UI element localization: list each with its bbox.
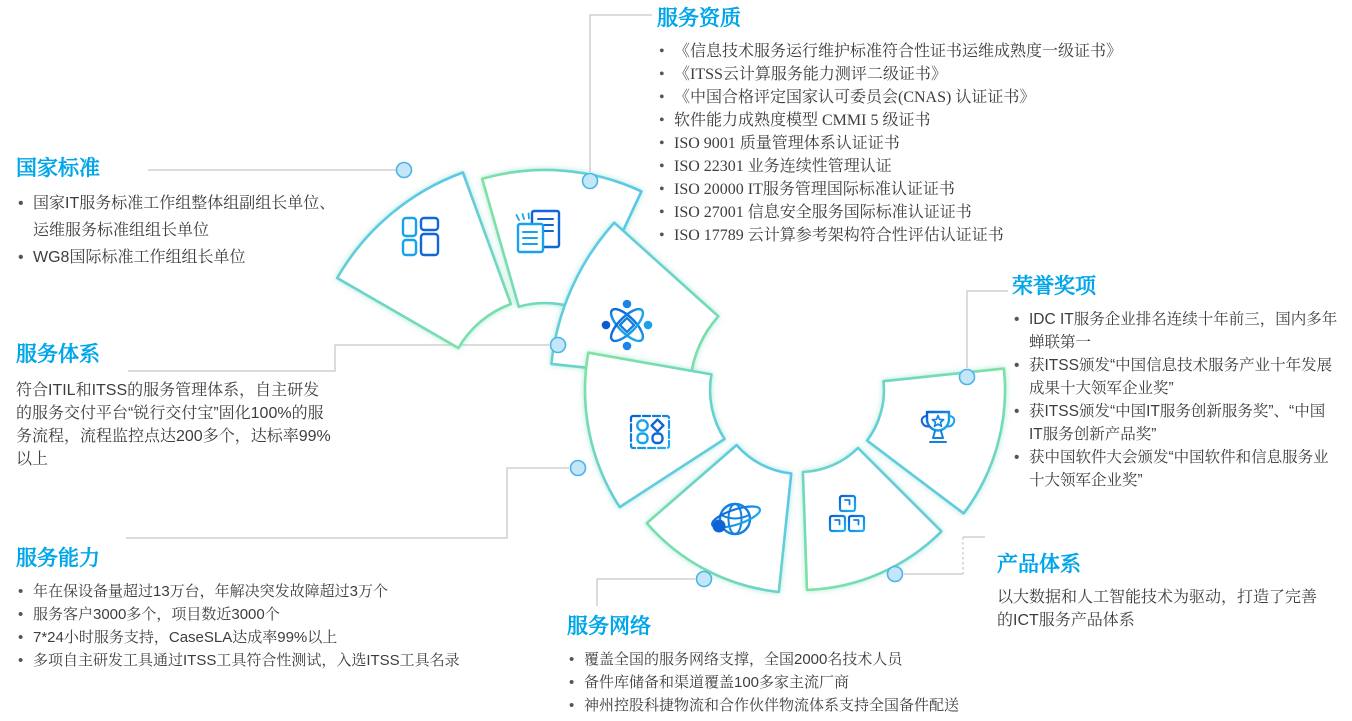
list-item: • 《中国合格评定国家认可委员会(CNAS) 认证证书》 bbox=[657, 86, 1287, 109]
list-item: • WG8国际标准工作组组长单位 bbox=[16, 244, 351, 271]
connector-honors bbox=[967, 291, 1008, 368]
wedge-national bbox=[337, 173, 511, 349]
node-dot-honors bbox=[960, 370, 975, 385]
node-dot-qual bbox=[583, 174, 598, 189]
list-item: • 多项自主研发工具通过ITSS工具符合性测试，入选ITSS工具名录 bbox=[16, 649, 526, 672]
bullet-list bbox=[1012, 308, 1338, 492]
section-title: 服务资质 bbox=[657, 7, 741, 30]
node-dot-national bbox=[397, 163, 412, 178]
connector-capability bbox=[126, 468, 569, 538]
list-item: • 《ITSS云计算服务能力测评二级证书》 bbox=[657, 63, 1287, 86]
section-title: 服务网络 bbox=[567, 615, 651, 638]
section-title: 荣誉奖项 bbox=[1012, 275, 1096, 298]
section-title: 国家标准 bbox=[16, 157, 100, 180]
node-dot-capability bbox=[571, 461, 586, 476]
node-dot-network bbox=[697, 572, 712, 587]
list-item: • 国家IT服务标准工作组整体组副组长单位、运维服务标准组组长单位 bbox=[16, 190, 351, 244]
list-item: • 软件能力成熟度模型 CMMI 5 级证书 bbox=[657, 109, 1287, 132]
list-item: • 获ITSS颁发“中国IT服务创新服务奖”、“中国IT服务创新产品奖” bbox=[1012, 400, 1338, 446]
list-item: • ISO 17789 云计算参考架构符合性评估认证证书 bbox=[657, 224, 1287, 247]
section-title: 服务能力 bbox=[16, 547, 100, 570]
list-item: • 7*24小时服务支持，CaseSLA达成率99%以上 bbox=[16, 626, 526, 649]
section-text: 符合ITIL和ITSS的服务管理体系，自主研发的服务交付平台“锐行交付宝”固化100%的服务流程，流程监控点达200多个，达标率99%以上 bbox=[16, 382, 331, 468]
section-service-capability bbox=[16, 542, 526, 672]
bullet-list bbox=[567, 648, 1112, 717]
section-honors-awards bbox=[1012, 270, 1338, 492]
list-item: • ISO 27001 信息安全服务国际标准认证证书 bbox=[657, 201, 1287, 224]
list-item: • 神州控股科捷物流和合作伙伴物流体系支持全国备件配送 bbox=[567, 694, 1112, 717]
connector-network bbox=[597, 579, 695, 606]
list-item: • ISO 20000 IT服务管理国际标准认证证书 bbox=[657, 178, 1287, 201]
section-service-system bbox=[16, 338, 334, 471]
list-item: • 《信息技术服务运行维护标准符合性证书运维成熟度一级证书》 bbox=[657, 40, 1287, 63]
bullet-list bbox=[657, 40, 1287, 247]
list-item: • ISO 9001 质量管理体系认证证书 bbox=[657, 132, 1287, 155]
section-product-system bbox=[997, 548, 1327, 632]
bullet-list bbox=[16, 190, 351, 271]
connector-qual bbox=[590, 15, 652, 172]
list-item: • 服务客户3000多个，项目数近3000个 bbox=[16, 603, 526, 626]
section-text: 以大数据和人工智能技术为驱动，打造了完善的ICT服务产品体系 bbox=[997, 589, 1318, 629]
list-item: • 备件库储备和渠道覆盖100多家主流厂商 bbox=[567, 671, 1112, 694]
section-service-qualifications bbox=[657, 2, 1287, 247]
list-item: • 获ITSS颁发“中国信息技术服务产业十年发展成果十大领军企业奖” bbox=[1012, 354, 1338, 400]
section-title: 服务体系 bbox=[16, 343, 100, 366]
list-item: • 覆盖全国的服务网络支撑，全国2000名技术人员 bbox=[567, 648, 1112, 671]
node-dot-system bbox=[551, 338, 566, 353]
list-item: • 年在保设备量超过13万台，年解决突发故障超过3万个 bbox=[16, 580, 526, 603]
node-dot-products bbox=[888, 567, 903, 582]
list-item: • 获中国软件大会颁发“中国软件和信息服务业十大领军企业奖” bbox=[1012, 446, 1338, 492]
list-item: • IDC IT服务企业排名连续十年前三，国内多年蝉联第一 bbox=[1012, 308, 1338, 354]
bullet-list bbox=[16, 580, 526, 672]
section-national-standards bbox=[16, 152, 351, 271]
list-item: • ISO 22301 业务连续性管理认证 bbox=[657, 155, 1287, 178]
section-title: 产品体系 bbox=[997, 553, 1081, 576]
